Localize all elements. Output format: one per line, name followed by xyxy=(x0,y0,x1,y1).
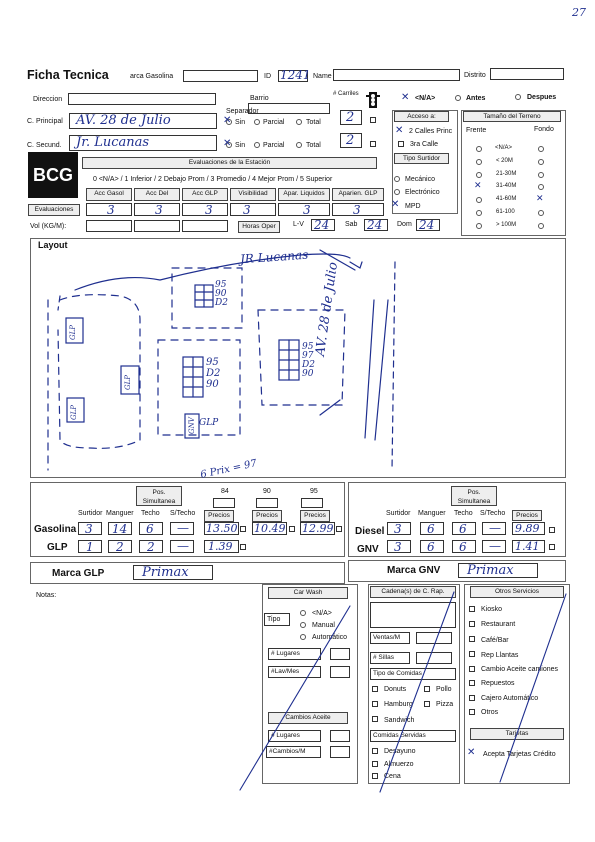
field-value: 6 xyxy=(427,540,435,554)
size-0: <N/A> xyxy=(495,145,513,151)
diesel-precios-btn: Precios xyxy=(512,510,542,521)
octane-84: 84 xyxy=(221,488,229,495)
field-value: — xyxy=(177,539,189,553)
carriles-label: # Carriles xyxy=(333,91,359,97)
sep-total-label-1: Total xyxy=(306,119,321,126)
precios-btn-3: Precios xyxy=(300,510,330,522)
carwash-lugares[interactable]: # Lugares xyxy=(268,648,321,660)
eval-col-5[interactable]: Aparien. GLP xyxy=(332,188,384,201)
marca-gnv-value: Primax xyxy=(467,563,514,578)
sandwich-label: Sandwich xyxy=(384,717,415,724)
size-4: 41-60M xyxy=(496,196,517,202)
octane-95: 95 xyxy=(310,488,318,495)
field-value: — xyxy=(177,521,189,535)
grade-label: 95 xyxy=(302,342,314,352)
otros-item-1: Restaurant xyxy=(481,621,516,628)
field-value: — xyxy=(489,521,501,535)
precios-btn-1: Precios xyxy=(204,510,234,522)
marca-gnv-label: Marca GNV xyxy=(387,565,441,576)
otros-item-5: Repuestos xyxy=(481,680,515,687)
field-value: 6 xyxy=(459,540,467,554)
street-right-label: AV. 28 de Julio xyxy=(313,261,342,358)
grade-label: 90 xyxy=(215,289,227,299)
secundaria-label: C. Secund. xyxy=(27,142,62,149)
check-mark-icon: ✕ xyxy=(395,125,404,136)
otros-title: Otros Servicios xyxy=(470,586,564,598)
price-value: 10.49 xyxy=(254,522,286,535)
gasolina-label: Gasolina xyxy=(34,524,77,535)
check-mark-icon: ✕ xyxy=(401,92,410,103)
field-value: — xyxy=(489,539,501,553)
distrito-label: Distrito xyxy=(464,72,486,79)
size-1: < 20M xyxy=(496,158,513,164)
cadena-sillas[interactable]: # Sillas xyxy=(370,652,410,664)
page-number: 27 xyxy=(572,6,586,19)
direccion-label: Direccion xyxy=(33,96,63,103)
field-value: 6 xyxy=(459,522,467,536)
field-value: 3 xyxy=(394,522,402,536)
field-value: 3 xyxy=(85,522,93,536)
octane-note: 6 Prix = 97 xyxy=(199,458,258,481)
box-label-1: GLP xyxy=(69,325,77,340)
carwash-auto: Automático xyxy=(312,634,348,641)
eval-col-2[interactable]: Acc GLP xyxy=(182,188,228,201)
gas-h-manguer: Manguer xyxy=(106,510,134,517)
carriles-principal-value: 2 xyxy=(346,110,355,125)
servidas-title: Comidas Servidas xyxy=(370,730,456,742)
diesel-label: Diesel xyxy=(355,526,385,537)
pollo-label: Pollo xyxy=(436,686,452,693)
box-label-4: GNV xyxy=(188,417,196,434)
marca-label: arca Gasolina xyxy=(130,73,174,80)
bcg-logo: BCG xyxy=(28,152,78,198)
price-value: 9.89 xyxy=(515,522,540,535)
eval-value-text: 3 xyxy=(107,203,115,217)
pos-simultanea-diesel: Pos. Simultanea xyxy=(451,486,497,506)
sab-value: 24 xyxy=(367,218,383,232)
name-label: Name xyxy=(313,73,332,80)
size-2: 21-30M xyxy=(496,171,517,177)
frente-label: Frente xyxy=(466,127,487,134)
octane-90: 90 xyxy=(263,488,271,495)
eval-col-0[interactable]: Acc Gasol xyxy=(86,188,132,201)
field-value: 3 xyxy=(394,540,402,554)
field-value: 1 xyxy=(86,540,94,554)
cadena-title: Cadena(s) de C. Rap. xyxy=(370,586,456,598)
layout-label: Layout xyxy=(38,240,68,250)
grade-label: D2 xyxy=(215,298,228,308)
sab-label: Sab xyxy=(345,221,358,228)
glp-island-label: GLP xyxy=(199,418,219,428)
sep-parcial-label-1: Parcial xyxy=(263,119,285,126)
grade-label: D2 xyxy=(206,368,221,379)
box-label-2: GLP xyxy=(70,405,78,420)
otros-item-2: Café/Bar xyxy=(481,637,509,644)
tarjetas-item: Acepta Tarjetas Crédito xyxy=(483,751,556,758)
sep-sin-label-1: Sin xyxy=(235,119,246,126)
id-value: 1241 xyxy=(280,68,311,82)
despues-label: Despues xyxy=(527,94,557,101)
evaluaciones-row-label: Evaluaciones xyxy=(28,204,80,216)
notas-label: Notas: xyxy=(36,592,57,599)
acceso-opt-1: 2 Calles Princ xyxy=(409,128,453,135)
sep-sin-label-2: Sin xyxy=(235,142,246,149)
eval-value-text: 3 xyxy=(303,203,311,217)
acceso-opt-2: 3ra Calle xyxy=(410,141,439,148)
principal-label: C. Principal xyxy=(27,118,63,125)
cena-label: Cena xyxy=(384,773,401,780)
marca-glp-label: Marca GLP xyxy=(52,568,105,579)
carwash-lav[interactable]: #Lav/Mes xyxy=(268,666,321,678)
check-mark-icon: ✕ xyxy=(223,138,232,149)
horas-button[interactable]: Horas Oper xyxy=(238,221,280,233)
tipo-surtidor-button[interactable]: Tipo Surtidor xyxy=(394,153,449,164)
eval-col-1[interactable]: Acc Del xyxy=(134,188,180,201)
gas-h-techo: Techo xyxy=(141,510,160,517)
id-label: ID xyxy=(264,73,271,80)
gnv-label: GNV xyxy=(357,544,379,555)
lv-label: L-V xyxy=(293,221,304,228)
check-mark-icon: ✕ xyxy=(536,194,544,204)
eval-col-4[interactable]: Apar. Liquidos xyxy=(278,188,330,201)
eval-value-text: 3 xyxy=(353,203,361,217)
cambios-mes[interactable]: #Cambios/M xyxy=(266,746,321,758)
size-5: 61-100 xyxy=(496,209,515,215)
terreno-button[interactable]: Tamaño del Terreno xyxy=(463,111,561,122)
mecanico-label: Mecánico xyxy=(405,176,435,183)
tarjetas-title: Tarjetas xyxy=(470,728,564,740)
price-value: 1.39 xyxy=(208,540,233,553)
gas-h-surtidor: Surtidor xyxy=(78,510,103,517)
grade-label: 90 xyxy=(302,369,314,379)
tipo-comidas-title: Tipo de Comidas xyxy=(370,668,456,680)
price-value: 13.50 xyxy=(206,522,238,535)
grade-label: 95 xyxy=(206,357,219,368)
marca-glp-value: Primax xyxy=(142,565,189,580)
otros-item-6: Cajero Automático xyxy=(481,695,539,702)
otros-item-0: Kiosko xyxy=(481,606,503,613)
eval-col-3[interactable]: Visibilidad xyxy=(230,188,276,201)
dom-label: Dom xyxy=(397,221,412,228)
evaluaciones-scale: 0 <N/A> / 1 Inferior / 2 Debajo Prom / 3 Promedio / 4 Mejor Prom / 5 Superior xyxy=(93,176,333,183)
pos-simultanea-gas: Pos. Simultanea xyxy=(136,486,182,506)
otros-item-7: Otros xyxy=(481,709,499,716)
separador-label: Separador xyxy=(226,108,259,115)
box-label-3: GLP xyxy=(124,375,132,390)
hamburg-label: Hamburg xyxy=(384,701,413,708)
desayuno-label: Desayuno xyxy=(384,748,416,755)
dsl-h-stecho: S/Techo xyxy=(480,510,506,517)
carwash-title: Car Wash xyxy=(268,587,348,599)
size-6: > 100M xyxy=(496,222,517,228)
check-mark-icon: ✕ xyxy=(474,181,482,191)
antes-label: Antes xyxy=(466,95,486,102)
secundaria-value: Jr. Lucanas xyxy=(76,135,150,150)
cambios-lugares[interactable]: # Lugares xyxy=(268,730,321,742)
acceso-button[interactable]: Acceso a: xyxy=(394,111,449,122)
principal-value: AV. 28 de Julio xyxy=(76,113,171,128)
na-timing-label: <N/A> xyxy=(415,95,436,102)
otros-item-3: Rep Llantas xyxy=(481,652,519,659)
check-mark-icon: ✕ xyxy=(467,747,476,758)
barrio-label: Barrio xyxy=(250,95,269,102)
carriles-secundaria-value: 2 xyxy=(346,133,355,148)
precios-btn-2: Precios xyxy=(252,510,282,522)
fondo-label: Fondo xyxy=(534,126,554,133)
eval-value-text: 3 xyxy=(205,203,213,217)
grade-label: 95 xyxy=(215,280,227,290)
mpd-label: MPD xyxy=(405,203,421,210)
eval-value-text: 3 xyxy=(155,203,163,217)
carwash-tipo[interactable]: Tipo xyxy=(264,613,290,626)
gas-h-stecho: S/Techo xyxy=(170,510,196,517)
check-mark-icon: ✕ xyxy=(391,199,400,210)
price-value: 1.41 xyxy=(515,540,540,553)
grade-label: 90 xyxy=(206,379,219,390)
street-top-label: JR Lucanas xyxy=(239,247,309,267)
glp-label: GLP xyxy=(47,542,68,553)
sep-total-label-2: Total xyxy=(306,142,321,149)
check-mark-icon: ✕ xyxy=(223,115,232,126)
sep-parcial-label-2: Parcial xyxy=(263,142,285,149)
donuts-label: Donuts xyxy=(384,686,407,693)
grade-label: D2 xyxy=(302,360,315,370)
dsl-h-techo: Techo xyxy=(454,510,473,517)
field-value: 6 xyxy=(146,522,154,536)
vol-label: Vol (KG/M): xyxy=(30,223,67,230)
cadena-ventas[interactable]: Ventas/M xyxy=(370,632,410,644)
cambios-title: Cambios Aceite xyxy=(268,712,348,724)
otros-item-4: Cambio Aceite camiones xyxy=(481,666,559,673)
almuerzo-label: Almuerzo xyxy=(384,761,414,768)
lv-value: 24 xyxy=(314,218,330,232)
field-value: 14 xyxy=(112,522,128,536)
field-value: 2 xyxy=(116,540,124,554)
size-3: 31-40M xyxy=(496,183,517,189)
dsl-h-surtidor: Surtidor xyxy=(386,510,411,517)
field-value: 2 xyxy=(147,540,155,554)
carwash-na: <N/A> xyxy=(312,610,332,617)
pizza-label: Pizza xyxy=(436,701,454,708)
eval-value-text: 3 xyxy=(243,203,251,217)
dom-value: 24 xyxy=(419,218,435,232)
price-value: 12.99 xyxy=(302,522,334,535)
carwash-manual: Manual xyxy=(312,622,335,629)
dsl-h-manguer: Manguer xyxy=(418,510,446,517)
electronico-label: Electrónico xyxy=(405,189,440,196)
field-value: 6 xyxy=(427,522,435,536)
form-title: Ficha Tecnica xyxy=(27,68,109,82)
grade-label: 97 xyxy=(302,351,314,361)
evaluaciones-title: Evaluaciones de la Estación xyxy=(82,157,377,169)
